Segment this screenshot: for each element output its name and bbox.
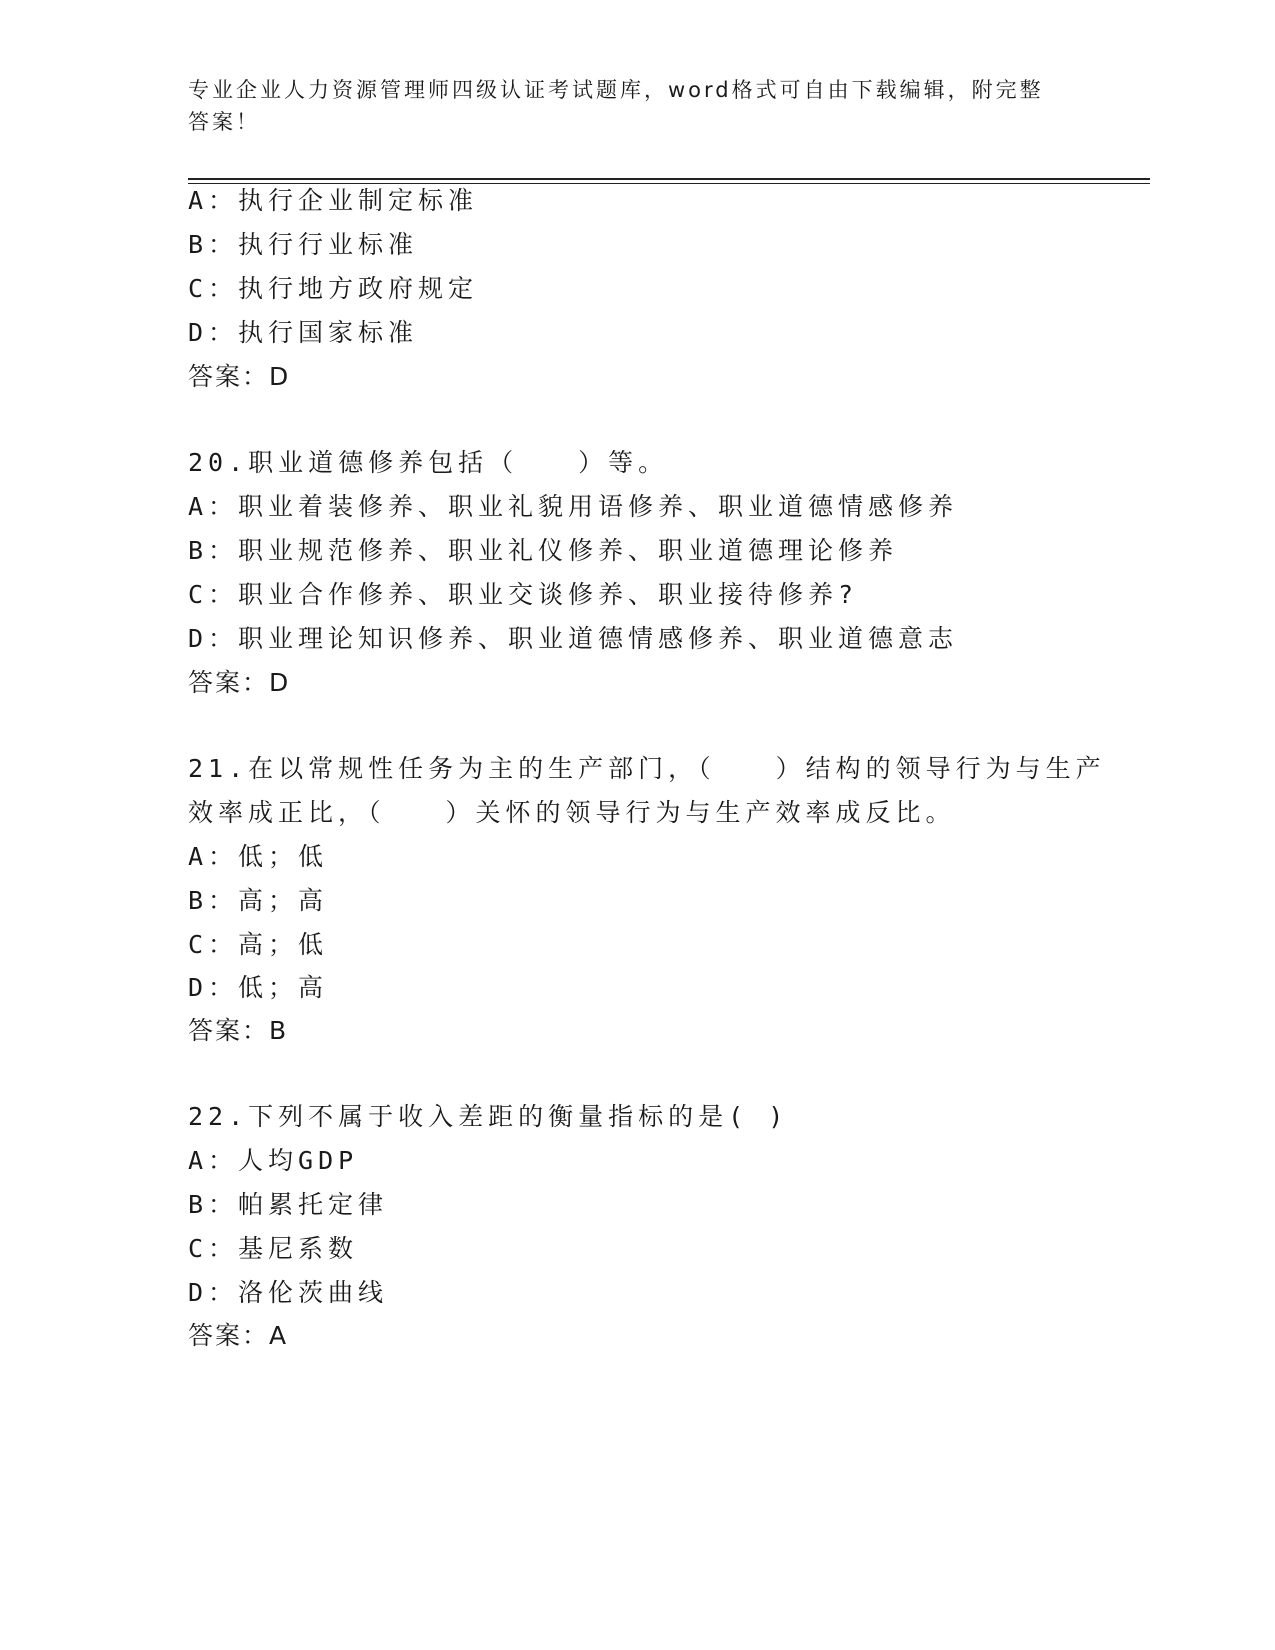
q22-answer: 答案：A	[188, 1321, 289, 1350]
q21-option-c: C：高；低	[188, 930, 329, 959]
document-header	[188, 74, 1068, 138]
q20-option-a: A：职业着装修养、职业礼貌用语修养、职业道德情感修养	[188, 492, 959, 521]
q19-option-c: C：执行地方政府规定	[188, 274, 479, 303]
header-rule-thin	[188, 183, 1150, 184]
q21-option-b: B：高；高	[188, 886, 329, 915]
q20-answer: 答案：D	[188, 668, 291, 697]
q22-option-d: D：洛伦茨曲线	[188, 1278, 389, 1307]
q19-option-b: B：执行行业标准	[188, 230, 419, 259]
q20-option-b: B：职业规范修养、职业礼仪修养、职业道德理论修养	[188, 536, 899, 565]
header-line-1: 专业企业人力资源管理师四级认证考试题库，word格式可自由下载编辑，附完整	[188, 78, 1044, 102]
q21-question-line-1: 21.在以常规性任务为主的生产部门，（ ）结构的领导行为与生产	[188, 754, 1106, 783]
header-rule-thick	[188, 178, 1150, 180]
q22-option-b: B：帕累托定律	[188, 1190, 389, 1219]
q22-option-c: C：基尼系数	[188, 1234, 359, 1263]
q21-option-d: D：低；高	[188, 973, 329, 1002]
q19-option-a: A：执行企业制定标准	[188, 186, 479, 215]
q19-answer: 答案：D	[188, 362, 291, 391]
q20-option-c: C：职业合作修养、职业交谈修养、职业接待修养?	[188, 580, 859, 609]
q20-question: 20.职业道德修养包括（ ）等。	[188, 448, 669, 477]
header-line-2: 答案！	[188, 110, 260, 134]
q22-question: 22.下列不属于收入差距的衡量指标的是( )	[188, 1102, 789, 1131]
q21-option-a: A：低；低	[188, 842, 329, 871]
q20-option-d: D：职业理论知识修养、职业道德情感修养、职业道德意志	[188, 624, 959, 653]
q21-answer: 答案：B	[188, 1016, 289, 1045]
q19-option-d: D：执行国家标准	[188, 318, 419, 347]
q22-option-a: A：人均GDP	[188, 1146, 359, 1175]
q21-question-line-2: 效率成正比，（ ）关怀的领导行为与生产效率成反比。	[188, 798, 956, 827]
